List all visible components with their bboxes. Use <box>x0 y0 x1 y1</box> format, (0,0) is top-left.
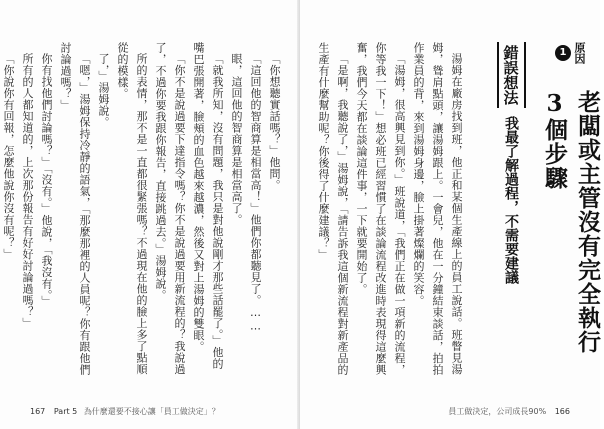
left-paragraph-9: 你有找他們討論嗎？」「沒有。」他說，「我沒有。」 <box>40 53 53 307</box>
left-paragraph-10: 所有的人都知道的，上次那份報告有好好討論過嗎？」 <box>21 53 34 329</box>
right-page <box>300 0 600 429</box>
right-page-number: 166 <box>554 407 570 416</box>
left-footer <box>24 406 220 417</box>
mindset-heading <box>486 42 536 372</box>
mindset-label: 錯誤想法 <box>497 42 526 108</box>
left-paragraph-1: 「你想聽實話嗎？」他問。 <box>268 53 281 191</box>
left-paragraph-6: 所的表情，那不是一直都很緊張嗎？不過現在他的臉上多了點順從的模樣。 <box>116 42 148 375</box>
left-page-number: 167 <box>30 407 46 416</box>
mindset-text: 我最了解過程，不需要建議 <box>503 116 519 284</box>
chapter-title: 老闆或主管沒有完全執行3個步驟 <box>541 89 601 354</box>
chapter-badge-label: 原因 <box>573 42 586 64</box>
left-paragraph-5: 「你不是說過要下達指令嗎？你不是說過要用新流程的？我說過了，不過你要我跟你報告，直接跳過去。」湯姆說。 <box>154 42 186 375</box>
left-paragraph-3: 眼，這回他的智商算是相當高了。 <box>230 53 243 226</box>
chapter-title-column <box>541 42 601 372</box>
right-paragraph-1: 湯姆在廠房找到班，他正和某個生產線上的員工說話。班瞥見湯姆，聳肩點頭，讓湯姆跟上。一會兒，他在一分鐘結束談話，拍拍作業員的背，來到湯姆身邊，臉上掛著燦爛的笑容。 <box>412 42 463 376</box>
left-running-title: 為什麼還要不接心讓「員工做決定」？ <box>83 407 220 416</box>
left-paragraph-2: 「這回他的智商算是相當高！」他們你都聽見了。…… <box>249 53 262 333</box>
left-body-text <box>2 42 284 378</box>
right-running-title: 員工做決定，公司成長90% <box>448 407 547 416</box>
left-paragraph-7: 了，」湯姆說。 <box>97 53 110 128</box>
right-paragraph-2: 「湯姆，很高興見到你。」班說道，「我們正在做一項新的流程，你等我一下！」想必班已經習慣了在談論流程改進時表現得這麼興奮，我們今天都在談論這件事，一下就要開始了。 <box>355 42 406 376</box>
chapter-badge <box>555 42 587 84</box>
right-footer <box>448 406 576 417</box>
left-paragraph-4: 「就我所知，沒有問題，我只是對他說剛才那些話罷了。」他的嘴巴張開著，臉頰的血色越來越濃，然後又對上湯姆的雙眼。 <box>192 42 224 370</box>
left-paragraph-11: 「你說你有回報，怎麼他說你沒有呢？」 <box>2 53 15 260</box>
left-part-label: Part 5 <box>53 407 78 416</box>
left-paragraph-8: 「嗯，」湯姆保持冷靜的語氣，「那麼那裡的人員呢？你有跟他們討論過嗎？」 <box>59 42 91 376</box>
chapter-number: 1 <box>555 45 571 61</box>
right-body-text <box>316 42 466 378</box>
right-paragraph-3: 「是啊，我聽說了，」湯姆說，「請告訴我這個新流程對新產品的生產有什麼幫助呢？你後得了什麼建議？」 <box>317 42 349 376</box>
left-page <box>0 0 300 429</box>
